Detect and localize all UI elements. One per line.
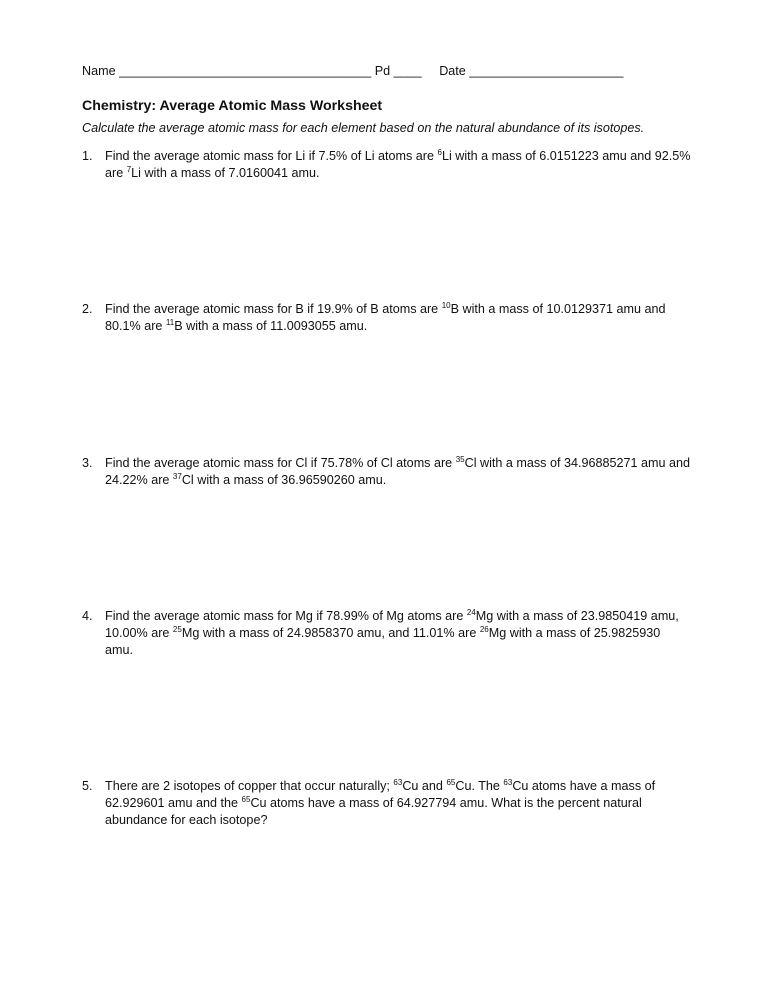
question-text-segment: Cu atoms have a mass of [512, 779, 656, 793]
isotope-mass-number: 11 [165, 318, 175, 327]
question-text-segment: Mg with a mass of 23.9850419 amu, [475, 609, 679, 623]
question-text-segment: Cu atoms have a mass of 64.927794 amu. What is the percent natural [250, 796, 642, 810]
question-text [105, 148, 692, 182]
question-4 [82, 608, 692, 659]
isotope-mass-number: 65 [446, 778, 456, 787]
question-text-segment: Li with a mass of 6.0151223 amu and 92.5% [441, 149, 691, 163]
pd-label: Pd [374, 64, 391, 78]
question-text-segment: 24.22% are [105, 473, 173, 487]
isotope-mass-number: 6 [437, 148, 442, 157]
question-text-segment: B with a mass of 11.0093055 amu. [174, 319, 368, 333]
question-text [105, 301, 692, 335]
question-number: 3. [82, 456, 93, 470]
date-label: Date [439, 64, 466, 78]
question-line [105, 165, 692, 182]
question-line [105, 608, 692, 625]
question-text-segment: Cu. The [455, 779, 504, 793]
question-line [105, 148, 692, 165]
isotope-mass-number: 10 [441, 301, 451, 310]
question-text-segment: There are 2 isotopes of copper that occur naturally; [105, 779, 394, 793]
question-line [105, 625, 692, 642]
question-number: 4. [82, 609, 93, 623]
isotope-mass-number: 24 [466, 608, 476, 617]
name-label: Name [82, 64, 116, 78]
question-3 [82, 455, 692, 489]
question-text-segment: 10.00% are [105, 626, 173, 640]
question-line [105, 318, 692, 335]
question-text [105, 455, 692, 489]
question-text-segment: amu. [105, 643, 133, 657]
question-text [105, 608, 692, 659]
question-text-segment: 62.929601 amu and the [105, 796, 242, 810]
isotope-mass-number: 37 [172, 472, 182, 481]
question-text-segment: are [105, 166, 127, 180]
worksheet-title: Chemistry: Average Atomic Mass Worksheet [82, 98, 383, 114]
isotope-mass-number: 35 [455, 455, 465, 464]
student-info-line [82, 64, 623, 78]
question-text-segment: 80.1% are [105, 319, 166, 333]
question-2 [82, 301, 692, 335]
question-text-segment: Find the average atomic mass for Li if 7.5% of Li atoms are [105, 149, 438, 163]
isotope-mass-number: 65 [241, 795, 251, 804]
question-line [105, 472, 692, 489]
isotope-mass-number: 26 [479, 625, 489, 634]
question-text-segment: Cl with a mass of 34.96885271 amu and [464, 456, 691, 470]
name-field[interactable]: ____________________________________ [119, 64, 372, 78]
isotope-mass-number: 25 [172, 625, 182, 634]
question-text-segment: Find the average atomic mass for B if 19.9% of B atoms are [105, 302, 442, 316]
question-text [105, 778, 692, 829]
isotope-mass-number: 63 [393, 778, 403, 787]
question-number: 1. [82, 149, 93, 163]
question-text-segment: B with a mass of 10.0129371 amu and [450, 302, 666, 316]
isotope-mass-number: 7 [126, 165, 132, 174]
question-text-segment: Li with a mass of 7.0160041 amu. [131, 166, 320, 180]
question-line [105, 778, 692, 795]
question-number: 2. [82, 302, 93, 316]
question-line [105, 795, 692, 812]
question-text-segment: Find the average atomic mass for Cl if 75.78% of Cl atoms are [105, 456, 456, 470]
question-5 [82, 778, 692, 829]
isotope-mass-number: 63 [503, 778, 513, 787]
question-text-segment: Cu and [402, 779, 447, 793]
question-line [105, 301, 692, 318]
question-text-segment: Mg with a mass of 25.9825930 [488, 626, 661, 640]
question-line [105, 455, 692, 472]
question-text-segment: Mg with a mass of 24.9858370 amu, and 11.01% are [181, 626, 480, 640]
pd-field[interactable]: ____ [393, 64, 422, 78]
question-text-segment: Cl with a mass of 36.96590260 amu. [181, 473, 387, 487]
question-1 [82, 148, 692, 182]
question-line [105, 812, 692, 829]
date-field[interactable]: ______________________ [469, 64, 624, 78]
worksheet-instructions: Calculate the average atomic mass for each element based on the natural abundance of its isotopes. [82, 121, 645, 135]
question-number: 5. [82, 779, 93, 793]
question-text-segment: abundance for each isotope? [105, 813, 268, 827]
question-line [105, 642, 692, 659]
question-text-segment: Find the average atomic mass for Mg if 78.99% of Mg atoms are [105, 609, 467, 623]
